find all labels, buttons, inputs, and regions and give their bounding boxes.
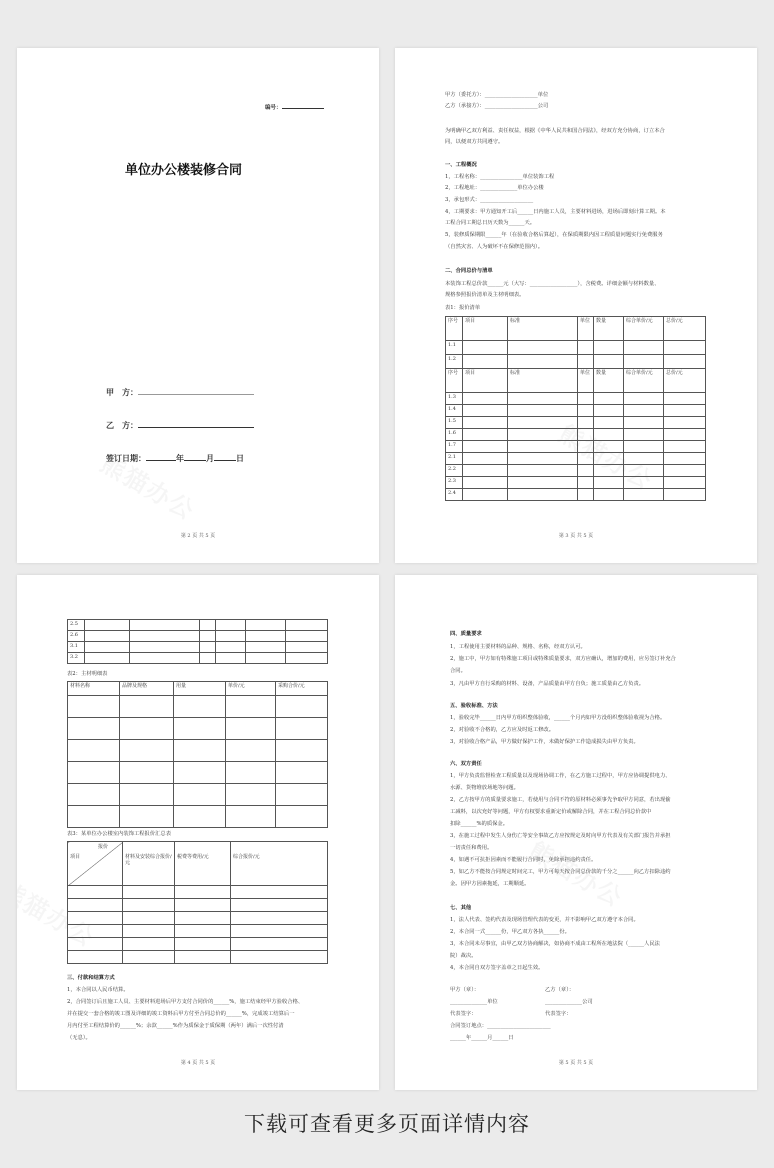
body-text-line: 2，施工中，甲方如有特殊施工项目或特殊质量要求，双方应确认，增加的费用，应另签订补充合: [450, 656, 676, 662]
table-cell: [594, 355, 624, 369]
table-cell: [130, 631, 200, 642]
diagonal-label-top: 报价: [97, 844, 108, 850]
table-cell: [508, 489, 578, 501]
table-cell: 序号: [446, 317, 463, 341]
table-cell: [216, 620, 246, 631]
table-cell: 1.2: [446, 355, 463, 369]
table-cell: [276, 718, 328, 740]
table-cell: 2.6: [68, 631, 85, 642]
table-cell: [226, 718, 276, 740]
diagonal-label-bottom: 项目: [70, 854, 81, 860]
table-header-row: [446, 317, 706, 341]
body-text-line: 5，装修质保期限______年（在验收合格后算起），在保质期限内因工程质量问题实行免费服务: [445, 232, 663, 238]
section-heading: 五、验收标准、方法: [450, 703, 498, 709]
body-text-line: 工减料，以次充好等问题，甲方有权要求重新定价或解除合同，并在工程合同总价款中: [450, 809, 652, 815]
table-cell: [68, 938, 123, 951]
table-cell: [68, 762, 120, 784]
table-cell: [508, 465, 578, 477]
table-cell: 2.4: [446, 489, 463, 501]
table-cell: [175, 938, 231, 951]
table-cell: [123, 899, 175, 912]
table-cell: [231, 938, 328, 951]
table-cell: [578, 355, 594, 369]
table-cell: [508, 441, 578, 453]
table-cell: [246, 631, 286, 642]
table-cell: [286, 620, 328, 631]
body-text-line: 表1：报价清单: [445, 305, 481, 311]
rep-a: 代表签字：: [450, 1011, 477, 1017]
body-text-line: 4，如遇不可抗拒因素而不能履行合同时，免除承担违约责任。: [450, 857, 597, 863]
body-text-line: 月内付至工程结算价的______%；余款______%作为质保金于质保期（两年）满后一次性付清: [67, 1023, 284, 1029]
page-number: 第 4 页 共 5 页: [180, 1060, 216, 1066]
table-row: [68, 740, 328, 762]
table-cell: 1.3: [446, 393, 463, 405]
table-cell: 1.6: [446, 429, 463, 441]
table-cell: 1.5: [446, 417, 463, 429]
table-cell: 项目: [463, 369, 508, 393]
body-text-line: 1，验收完毕______日内甲方组织整体验收，______个月内如甲方没组织整体验收视为合格。: [450, 715, 666, 721]
body-text-line: 乙方（承接方）：____________________公司: [445, 103, 549, 109]
table-cell: [594, 417, 624, 429]
body-text-line: 3，承包形式：____________________: [445, 197, 534, 203]
table-row: [68, 696, 328, 718]
table-cell: [578, 429, 594, 441]
table-cell: [175, 886, 231, 899]
table-cell: [286, 631, 328, 642]
table-cell: [175, 951, 231, 964]
table-row: [68, 886, 328, 899]
table-cell: [174, 784, 226, 806]
table-cell: [174, 762, 226, 784]
table-cell: [276, 740, 328, 762]
table-cell: [276, 762, 328, 784]
body-text-line: 2，对验收不合格的，乙方应及时返工修改。: [450, 727, 555, 733]
table-row: [446, 465, 706, 477]
table-cell: 1.1: [446, 341, 463, 355]
contract-page-terms: [395, 575, 757, 1090]
table-cell: 1.4: [446, 405, 463, 417]
contract-page-overview: [395, 48, 757, 563]
table-cell: [174, 718, 226, 740]
party-b-line: 乙 方：: [106, 420, 254, 430]
table-cell: [594, 429, 624, 441]
table-cell: 标准: [508, 317, 578, 341]
body-text-line: 水源、货物堆放场地等问题。: [450, 785, 519, 791]
table-row: [68, 631, 328, 642]
table-cell: 2.3: [446, 477, 463, 489]
table-cell: [624, 393, 664, 405]
table-cell: [578, 489, 594, 501]
body-text-line: 本装饰工程总价款______元（大写：__________________），含税费。详细金额与材料数量、: [445, 281, 660, 287]
table-cell: [463, 441, 508, 453]
body-text-line: 一切责任和费用。: [450, 845, 493, 851]
table-cell: [85, 631, 130, 642]
table-row: [68, 718, 328, 740]
table-cell: [578, 441, 594, 453]
table-cell: [174, 806, 226, 828]
download-caption: 下载可查看更多页面详情内容: [244, 1112, 530, 1136]
table-cell: [594, 441, 624, 453]
table-cell: [123, 925, 175, 938]
table-row: [68, 762, 328, 784]
table-cell: [286, 653, 328, 664]
table-cell: 综合报价/元: [231, 842, 328, 886]
table-cell: [85, 620, 130, 631]
table-cell: 项目: [463, 317, 508, 341]
table-cell: [68, 951, 123, 964]
sign-unit: ______________单位: [450, 999, 498, 1005]
table-cell: [123, 951, 175, 964]
table-cell: [200, 620, 216, 631]
table-cell: 税费等费用/元: [175, 842, 231, 886]
table-cell: [130, 653, 200, 664]
table-cell: [276, 696, 328, 718]
table-cell: [624, 405, 664, 417]
section-heading: 二、合同总价与清单: [445, 268, 493, 274]
body-text-line: 3，凡由甲方自行采购的材料、设备，产品质量由甲方自负；施工质量由乙方负责。: [450, 681, 645, 687]
table-cell: [508, 393, 578, 405]
table-cell: [664, 489, 706, 501]
body-text-line: 1，工程名称：________________单位装饰工程: [445, 174, 555, 180]
page-number: 第 3 页 共 5 页: [558, 533, 594, 539]
table-row: [446, 441, 706, 453]
table-cell: [594, 393, 624, 405]
sign-date: ______年______月______日: [450, 1035, 514, 1041]
sign-date-line: 签订日期： 年 月 日: [106, 453, 244, 463]
table-cell: [463, 417, 508, 429]
table-cell: [664, 355, 706, 369]
table-cell: 2.1: [446, 453, 463, 465]
body-text-line: 1，法人代表、签约代表及现场管理代表的变更，并不影响甲乙双方遵守本合同。: [450, 917, 639, 923]
party-a-line: 甲 方：: [106, 387, 254, 397]
contract-page-tables: [17, 575, 379, 1090]
table-row: [68, 951, 328, 964]
table-cell: [578, 405, 594, 417]
body-text-line: （无息）。: [67, 1035, 91, 1041]
table-cell: 标准: [508, 369, 578, 393]
table-cell: [231, 899, 328, 912]
table-cell: 总价/元: [664, 369, 706, 393]
table-cell: 材料名称: [68, 682, 120, 696]
body-text-line: 工程合同工期总日历天数为______天。: [445, 220, 536, 226]
body-text-line: 2，乙方按甲方的质量要求施工，若使用与合同不符的原材料必须事先争取甲方同意，若出现偷: [450, 797, 671, 803]
body-text-line: 合同。: [450, 668, 466, 674]
table-row: [68, 899, 328, 912]
table-cell: [508, 405, 578, 417]
table-cell: [508, 429, 578, 441]
table-row: [446, 393, 706, 405]
table-cell: [120, 784, 174, 806]
table-cell: [200, 631, 216, 642]
table-cell: [68, 806, 120, 828]
table-cell: [200, 653, 216, 664]
table-cell: [174, 696, 226, 718]
table-cell: [200, 642, 216, 653]
table-cell: [68, 899, 123, 912]
table-cell: 数量: [594, 317, 624, 341]
main-materials-table: [67, 681, 328, 828]
table-cell: [120, 696, 174, 718]
table-cell: [578, 393, 594, 405]
table-cell: [226, 762, 276, 784]
quote-table-continued: [67, 619, 328, 664]
table-cell: [463, 477, 508, 489]
table-cell: [85, 653, 130, 664]
table-cell: [120, 806, 174, 828]
body-text-line: 规格参照报价清单及主材明细表。: [445, 292, 525, 298]
body-text-line: 同，以便双方共同遵守。: [445, 139, 504, 145]
table-cell: 单价/元: [226, 682, 276, 696]
table-cell: [68, 784, 120, 806]
table-header-row: [68, 842, 328, 886]
table-cell: [463, 405, 508, 417]
table-cell: [231, 925, 328, 938]
table-cell: 1.7: [446, 441, 463, 453]
table-header-row: [68, 682, 328, 696]
table-cell: [508, 417, 578, 429]
table-cell: [231, 912, 328, 925]
table-cell: [578, 465, 594, 477]
table-cell: [120, 762, 174, 784]
table-cell: [508, 355, 578, 369]
table-row: [68, 925, 328, 938]
body-text-line: 扣除______%的质保金。: [450, 821, 509, 827]
contract-title: 单位办公楼装修合同: [125, 163, 243, 178]
body-text-line: 2，工程地址：______________单位办公楼: [445, 185, 544, 191]
table-cell: 数量: [594, 369, 624, 393]
table-row: [446, 355, 706, 369]
table-cell: [664, 441, 706, 453]
sign-party-a: 甲方（章）：: [450, 987, 480, 993]
table-cell: [463, 429, 508, 441]
table-cell: [276, 784, 328, 806]
table-cell: [123, 938, 175, 951]
table2-title: 表2：主材明细表: [67, 671, 108, 677]
table-cell: [231, 951, 328, 964]
table-cell: [68, 925, 123, 938]
body-text-line: 并在提交一套合格的竣工图及详细的竣工资料后甲方付至合同总价的______%，完成竣工结算后一: [67, 1011, 295, 1017]
table-cell: [624, 453, 664, 465]
table-cell: 序号: [446, 369, 463, 393]
table-cell: [463, 453, 508, 465]
table-row: [68, 620, 328, 631]
table-cell: [175, 912, 231, 925]
table-cell: [624, 341, 664, 355]
table-cell: [508, 477, 578, 489]
table-cell: [463, 489, 508, 501]
body-text-line: 3，在施工过程中发生人身伤亡等安全事故乙方应按规定及时向甲方代表及有关部门报告并承担: [450, 833, 671, 839]
body-text-line: （自然灾害、人为破坏不在保修范围内）。: [445, 244, 543, 250]
table-header-row: [446, 369, 706, 393]
table-cell: [246, 653, 286, 664]
table-row: [446, 417, 706, 429]
table-cell: 3.2: [68, 653, 85, 664]
table-row: [68, 784, 328, 806]
table-cell: [664, 465, 706, 477]
table-row: [68, 912, 328, 925]
section-heading: 三、付款和结算方式: [67, 975, 115, 981]
body-text-line: 为明确甲乙双方利益、责任权益，根据《中华人民共和国合同法》，经双方充分协商，订立本合: [445, 128, 665, 134]
contract-page-cover: [17, 48, 379, 563]
table-cell: [624, 489, 664, 501]
table-cell: [123, 886, 175, 899]
table-cell: [594, 453, 624, 465]
table-cell: [286, 642, 328, 653]
table-cell: 单位: [578, 369, 594, 393]
table-cell: 3.1: [68, 642, 85, 653]
table-cell: [276, 806, 328, 828]
table-cell: 用量: [174, 682, 226, 696]
table-cell: [130, 642, 200, 653]
table-cell: [594, 405, 624, 417]
table-cell: [624, 477, 664, 489]
table-cell: [624, 355, 664, 369]
table-cell: [508, 341, 578, 355]
table-cell: [246, 620, 286, 631]
table-cell: 总价/元: [664, 317, 706, 341]
table-cell: [130, 620, 200, 631]
table-cell: [463, 393, 508, 405]
table-cell: [578, 417, 594, 429]
body-text-line: 金。因甲方因素拖延，工期顺延。: [450, 881, 530, 887]
table-cell: [664, 453, 706, 465]
table-cell: [123, 912, 175, 925]
contract-number-label: 编号：: [265, 105, 324, 112]
body-text-line: 3，对验收合格产品，甲方做好保护工作，未做好保护工作造成损失由甲方负责。: [450, 739, 639, 745]
page-number: 第 2 页 共 5 页: [180, 533, 216, 539]
table-row: [68, 653, 328, 664]
table-cell: [664, 429, 706, 441]
table-cell: 2.5: [68, 620, 85, 631]
body-text-line: 2，合同签订后且施工人员、主要材料进场后甲方支付合同价的______%，施工结束经甲方验收合格、: [67, 999, 304, 1005]
table-row: [68, 806, 328, 828]
table-cell: [463, 465, 508, 477]
table-cell: [664, 405, 706, 417]
table-cell: [226, 696, 276, 718]
table-cell: [664, 417, 706, 429]
table-cell: [664, 393, 706, 405]
table3-title: 表3：某单位办公楼室内装饰工程报价汇总表: [67, 831, 172, 837]
table-cell: [216, 653, 246, 664]
table-cell: 品牌及规格: [120, 682, 174, 696]
body-text-line: 院）裁决。: [450, 953, 477, 959]
table-cell: [85, 642, 130, 653]
table-cell: [174, 740, 226, 762]
sign-party-b: 乙方（章）：: [545, 987, 575, 993]
table-cell: [120, 740, 174, 762]
body-text-line: 1，工程使用主要材料的品种、规格、名称，经双方认可。: [450, 644, 586, 650]
table-cell: [664, 341, 706, 355]
body-text-line: 甲方（委托方）：____________________单位: [445, 92, 549, 98]
rep-b: 代表签字：: [545, 1011, 572, 1017]
table-cell: [231, 886, 328, 899]
table-row: [446, 489, 706, 501]
table-cell: [578, 453, 594, 465]
table-cell: [624, 441, 664, 453]
table-cell: [120, 718, 174, 740]
table-cell: 综合单价/元: [624, 369, 664, 393]
table-cell: 2.2: [446, 465, 463, 477]
table-cell: [578, 341, 594, 355]
body-text-line: 4，工期要求：甲方通知开工后______日内施工人员，主要材料进场，进场后即刻计算工期。本: [445, 209, 666, 215]
table-cell: [175, 925, 231, 938]
sign-place: 合同签订地点：________________________: [450, 1023, 551, 1029]
table-cell: [68, 718, 120, 740]
table-cell: [68, 740, 120, 762]
table-row: [68, 938, 328, 951]
table-cell: [594, 465, 624, 477]
table-row: [446, 341, 706, 355]
section-heading: 七、其他: [450, 905, 472, 911]
table-cell: [624, 429, 664, 441]
body-text-line: 2，本合同一式______份，甲乙双方各执______份。: [450, 929, 570, 935]
section-heading: 一、工程概况: [445, 162, 477, 168]
table-row: [446, 477, 706, 489]
table-cell: 单位: [578, 317, 594, 341]
table-cell: [578, 477, 594, 489]
section-heading: 六、双方责任: [450, 761, 482, 767]
quote-table: [445, 316, 706, 501]
table-cell: [226, 806, 276, 828]
body-text-line: 5，如乙方不能按合同规定时间完工，甲方可每天按合同总价款的千分之______向乙方扣除违约: [450, 869, 671, 875]
table-cell: [226, 784, 276, 806]
table-row: [446, 453, 706, 465]
table-cell: [216, 631, 246, 642]
table-cell: [594, 477, 624, 489]
table-cell: [68, 696, 120, 718]
table-row: [446, 429, 706, 441]
table-cell: [624, 417, 664, 429]
table-row: [68, 642, 328, 653]
table-cell: [226, 740, 276, 762]
table-cell: [216, 642, 246, 653]
table-cell: [594, 489, 624, 501]
table-cell: [463, 341, 508, 355]
diagonal-header-cell: [68, 842, 123, 886]
table-row: [446, 405, 706, 417]
body-text-line: 4，本合同自双方签字盖章之日起生效。: [450, 965, 544, 971]
body-text-line: 3，本合同未尽事宜，由甲乙双方协商解决，如协商不成由工程所在地法院（______人民法: [450, 941, 660, 947]
summary-table: [67, 841, 328, 964]
table-cell: 材料及安装综合报价/元: [123, 842, 175, 886]
body-text-line: 1，甲方负责监督检查工程质量以及现场协调工作，在乙方施工过程中，甲方应协调提供电力、: [450, 773, 671, 779]
table-cell: [594, 341, 624, 355]
page-number: 第 5 页 共 5 页: [558, 1060, 594, 1066]
table-cell: [624, 465, 664, 477]
table-cell: [664, 477, 706, 489]
table-cell: 采购合价/元: [276, 682, 328, 696]
sign-company: ______________公司: [545, 999, 593, 1005]
table-cell: 综合单价/元: [624, 317, 664, 341]
table-cell: [68, 912, 123, 925]
section-heading: 四、质量要求: [450, 631, 482, 637]
body-text-line: 1，本合同以人民币结算。: [67, 987, 129, 993]
table-cell: [463, 355, 508, 369]
table-cell: [508, 453, 578, 465]
table-cell: [246, 642, 286, 653]
table-cell: [175, 899, 231, 912]
table-cell: [68, 886, 123, 899]
